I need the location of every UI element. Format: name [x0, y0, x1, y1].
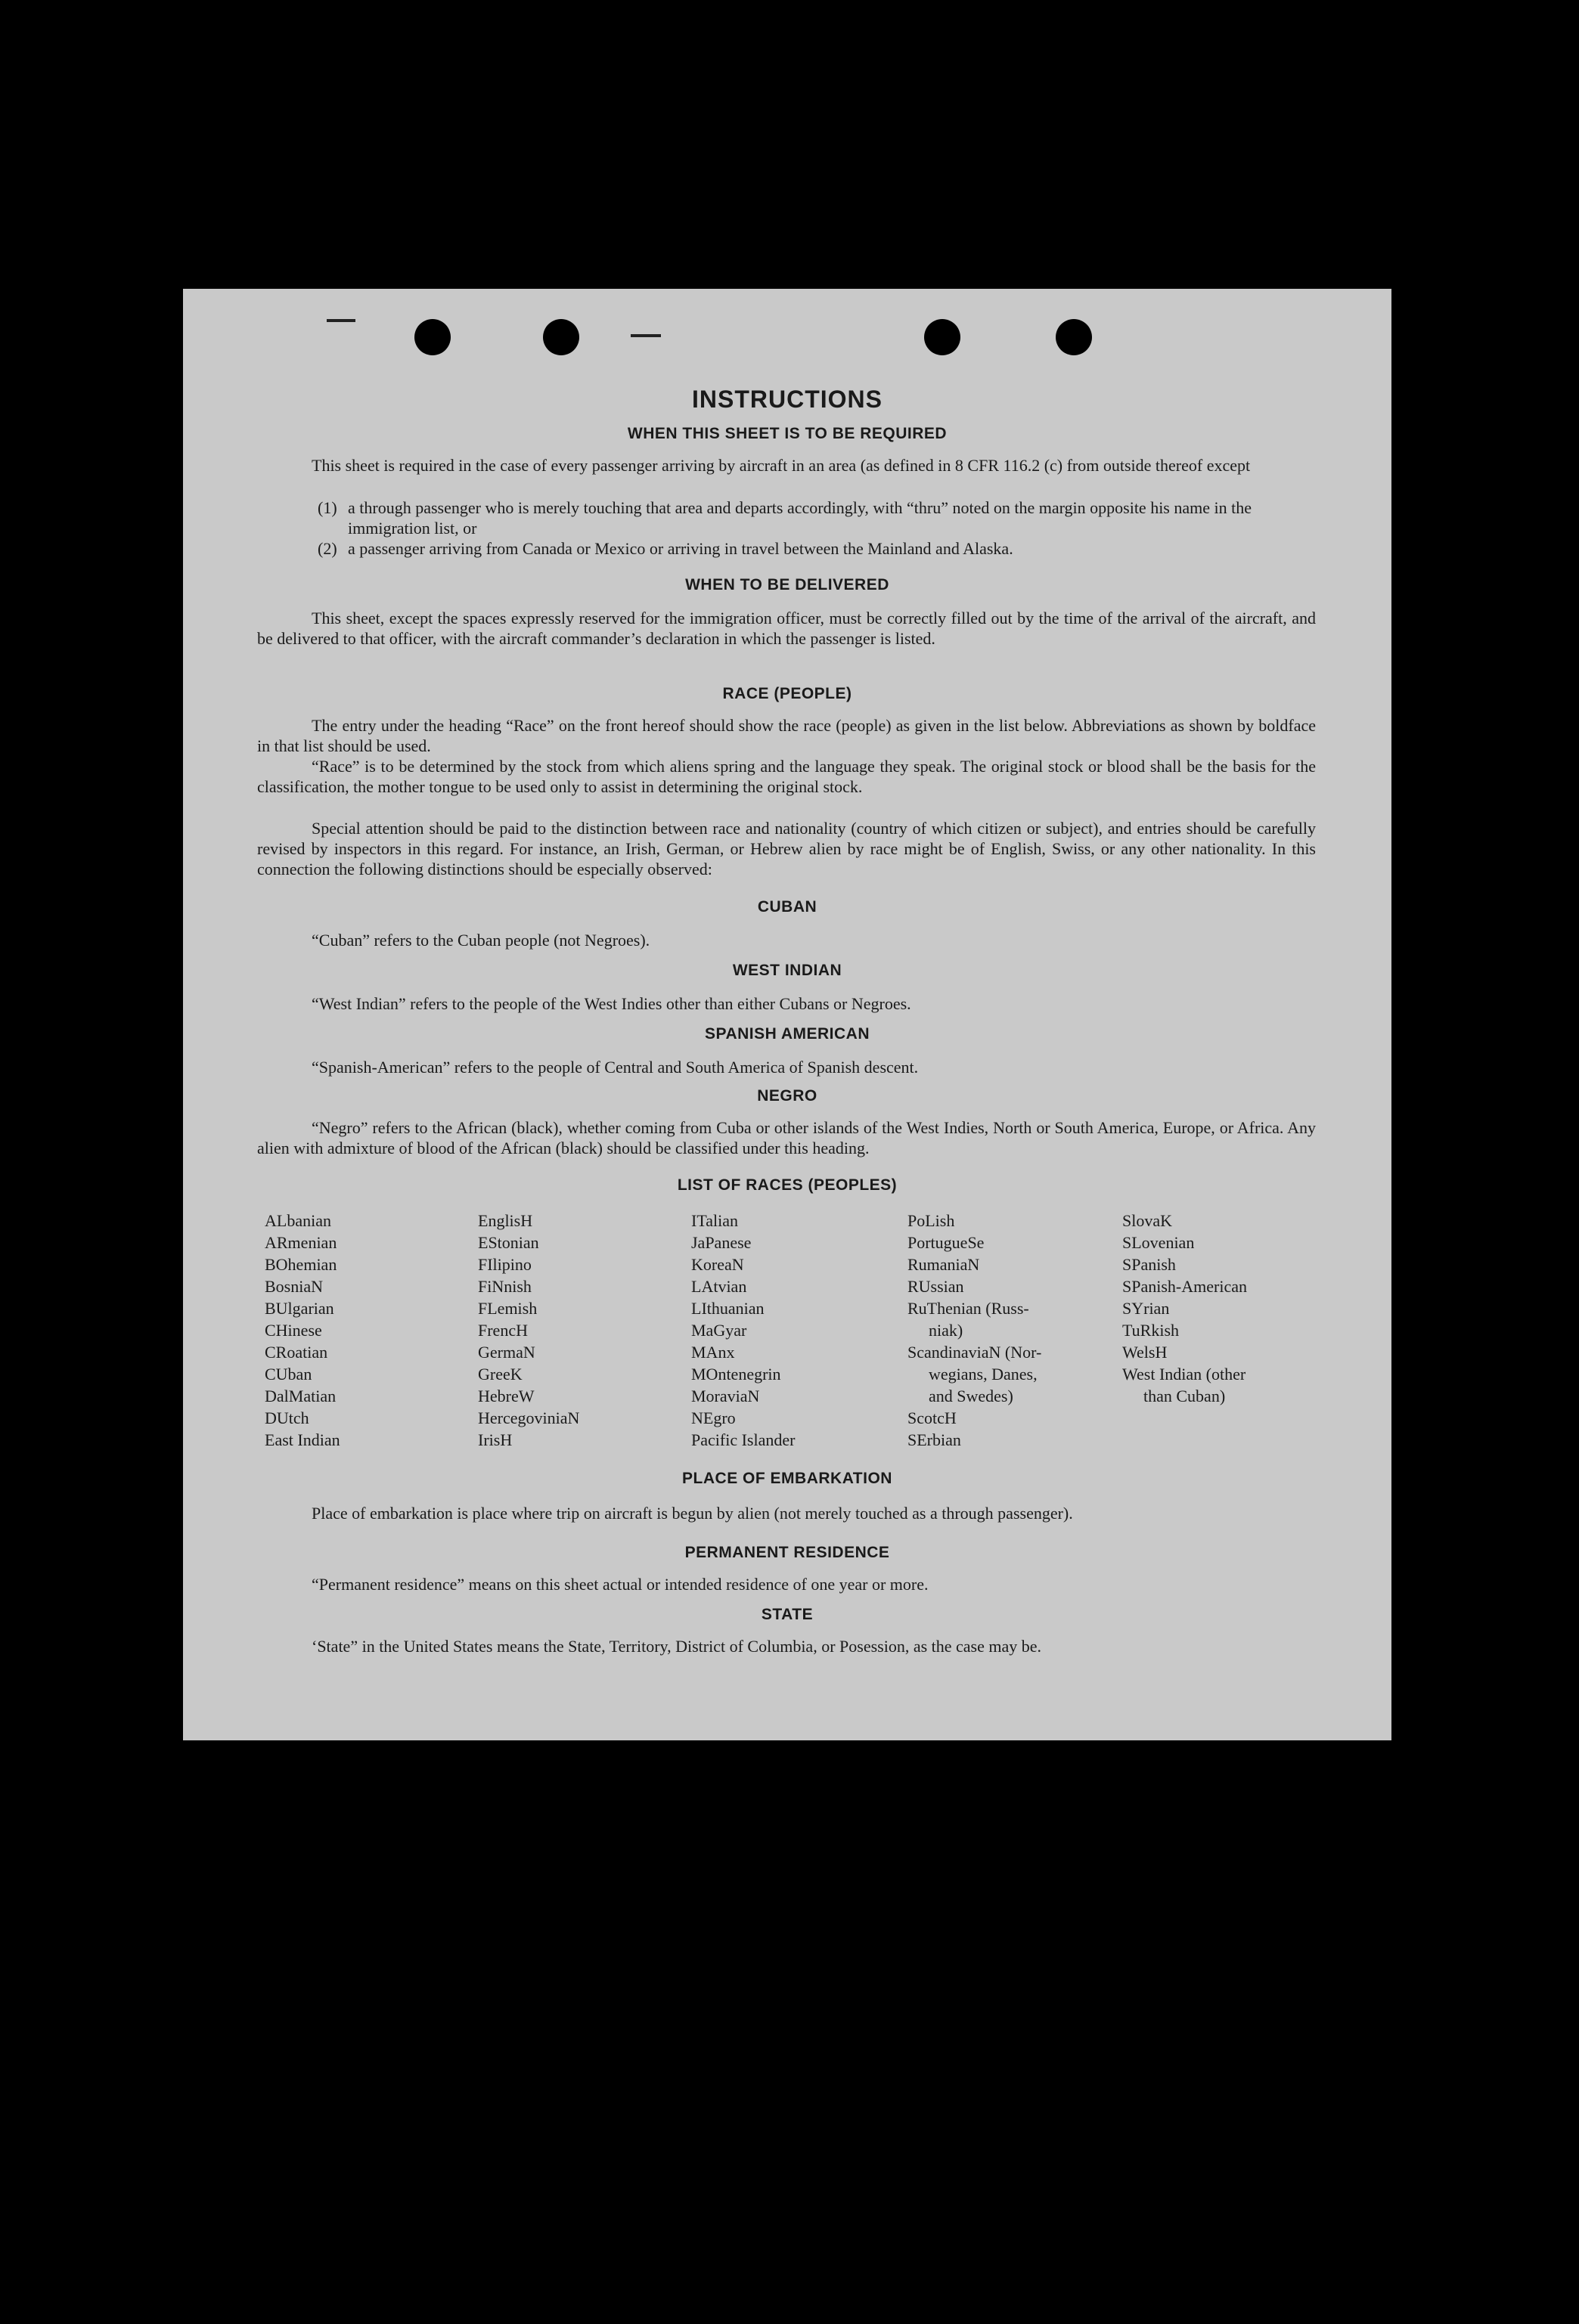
list-item: FrencH: [478, 1321, 528, 1340]
list-item: than Cuban): [1143, 1387, 1226, 1405]
list-item: PoLish: [907, 1211, 955, 1230]
heading-permanent-residence: PERMANENT RESIDENCE: [684, 1544, 890, 1561]
list-item: SErbian: [907, 1430, 961, 1449]
list-item: West Indian (other: [1122, 1365, 1246, 1384]
punch-hole-3: [924, 319, 960, 355]
paragraph-when-delivered: This sheet, except the spaces expressly reserved for the immigration officer, must be correctly filled out by the time of the arrival of the aircraft, and be delivered to that officer, with the aircraft commander’s declaration in which the passenger is listed.: [257, 609, 1316, 648]
list-item: BosniaN: [265, 1277, 323, 1296]
list-item: MAnx: [691, 1343, 735, 1362]
list-item: ITalian: [691, 1211, 738, 1230]
races-column-3: [691, 1210, 895, 1451]
instruction-sheet: [183, 289, 1391, 1740]
list-item: EnglisH: [478, 1211, 533, 1230]
list-item: GermaN: [478, 1343, 535, 1362]
races-column-5: [1122, 1210, 1326, 1407]
list-item: SlovaK: [1122, 1211, 1172, 1230]
paragraph-cuban: “Cuban” refers to the Cuban people (not Negroes).: [312, 931, 650, 950]
list-item: MoraviaN: [691, 1387, 760, 1405]
list-item: RuThenian (Russ-: [907, 1299, 1029, 1318]
list-item: LIthuanian: [691, 1299, 765, 1318]
scan-mark: [631, 334, 661, 337]
list-item: WelsH: [1122, 1343, 1168, 1362]
list-item: SYrian: [1122, 1299, 1170, 1318]
list-item: wegians, Danes,: [929, 1365, 1038, 1384]
list-item: SLovenian: [1122, 1233, 1195, 1252]
heading-negro: NEGRO: [757, 1087, 817, 1105]
heading-list-of-races: LIST OF RACES (PEOPLES): [677, 1176, 898, 1194]
heading-when-required: WHEN THIS SHEET IS TO BE REQUIRED: [627, 425, 948, 442]
scan-mark: [327, 319, 355, 322]
list-item: ALbanian: [265, 1211, 331, 1230]
paragraph-residence: “Permanent residence” means on this sheet actual or intended residence of one year or more.: [312, 1575, 929, 1594]
paragraph-state: ‘State” in the United States means the State, Territory, District of Columbia, or Posession, as the case may be.: [312, 1637, 1042, 1656]
list-item: RumaniaN: [907, 1255, 980, 1274]
page-title: INSTRUCTIONS: [692, 386, 883, 413]
list-item: NEgro: [691, 1408, 736, 1427]
list-item: JaPanese: [691, 1233, 752, 1252]
punch-hole-1: [414, 319, 451, 355]
list-item: HercegoviniaN: [478, 1408, 580, 1427]
paragraph-when-required: This sheet is required in the case of every passenger arriving by aircraft in an area (as defined in 8 CFR 116.2 (c) from outside thereof except: [312, 456, 1251, 475]
punch-hole-2: [543, 319, 579, 355]
punch-hole-4: [1056, 319, 1092, 355]
list-item: KoreaN: [691, 1255, 744, 1274]
list-item: SPanish-American: [1122, 1277, 1247, 1296]
list-item: CHinese: [265, 1321, 322, 1340]
list-item: BUlgarian: [265, 1299, 334, 1318]
paragraph-race-1: The entry under the heading “Race” on the front hereof should show the race (people) as given in the list below. Abbreviations as shown by boldface in that list should be used.: [257, 716, 1316, 755]
exception-item-2: (2) a passenger arriving from Canada or Mexico or arriving in travel between the Mainland and Alaska.: [318, 539, 1013, 558]
paragraph-race-3: Special attention should be paid to the distinction between race and nationality (country of which citizen or subject), and entries should be carefully revised by inspectors in this regard. For instance, an Irish, German, or Hebrew alien by race might be of English, Swiss, or any other nationality. In this connection the following distinctions should be especially observed:: [257, 819, 1316, 878]
list-item: and Swedes): [929, 1387, 1013, 1405]
list-item: BOhemian: [265, 1255, 337, 1274]
heading-when-delivered: WHEN TO BE DELIVERED: [685, 576, 889, 593]
heading-place-of-embarkation: PLACE OF EMBARKATION: [682, 1470, 892, 1487]
list-item: PortugueSe: [907, 1233, 985, 1252]
list-item: MaGyar: [691, 1321, 747, 1340]
list-item: LAtvian: [691, 1277, 747, 1296]
paragraph-negro: “Negro” refers to the African (black), whether coming from Cuba or other islands of the West Indies, North or South America, Europe, or Africa. Any alien with admixture of blood of the African (black) should be classified under this heading.: [257, 1118, 1316, 1157]
heading-spanish-american: SPANISH AMERICAN: [704, 1025, 870, 1043]
list-item: East Indian: [265, 1430, 340, 1449]
list-item: CUban: [265, 1365, 312, 1384]
paragraph-spanish-american: “Spanish-American” refers to the people of Central and South America of Spanish descent.: [312, 1058, 919, 1077]
list-item: HebreW: [478, 1387, 535, 1405]
list-item: DalMatian: [265, 1387, 337, 1405]
heading-west-indian: WEST INDIAN: [732, 962, 842, 979]
list-item: ScandinaviaN (Nor-: [907, 1343, 1042, 1362]
races-column-4: [907, 1210, 1112, 1451]
heading-state: STATE: [761, 1606, 814, 1623]
list-item: TuRkish: [1122, 1321, 1180, 1340]
list-item: FiNnish: [478, 1277, 532, 1296]
heading-cuban: CUBAN: [757, 898, 817, 916]
races-column-2: [478, 1210, 682, 1451]
list-item: ScotcH: [907, 1408, 957, 1427]
list-item: SPanish: [1122, 1255, 1176, 1274]
list-item: FIlipino: [478, 1255, 532, 1274]
list-item: Pacific Islander: [691, 1430, 796, 1449]
exception-item-1: (1) a through passenger who is merely touching that area and departs accordingly, with “thru” noted on the margin opposite his name in the immigration list, or: [318, 498, 1252, 538]
list-item: niak): [929, 1321, 963, 1340]
paragraph-race-2: “Race” is to be determined by the stock from which aliens spring and the language they speak. The original stock or blood shall be the basis for the classification, the mother tongue to be used only to assist in determining the original stock.: [257, 757, 1316, 796]
races-column-1: [265, 1210, 469, 1451]
paragraph-embarkation: Place of embarkation is place where trip on aircraft is begun by alien (not merely touched as a through passenger).: [312, 1504, 1073, 1523]
list-item: IrisH: [478, 1430, 513, 1449]
paragraph-west-indian: “West Indian” refers to the people of the West Indies other than either Cubans or Negroes.: [312, 994, 911, 1013]
list-item: DUtch: [265, 1408, 309, 1427]
heading-race: RACE (PEOPLE): [722, 685, 852, 702]
list-item: MOntenegrin: [691, 1365, 781, 1384]
list-item: RUssian: [907, 1277, 964, 1296]
list-item: ARmenian: [265, 1233, 337, 1252]
list-item: EStonian: [478, 1233, 539, 1252]
list-item: GreeK: [478, 1365, 523, 1384]
list-of-races: [265, 1210, 1323, 1459]
list-item: FLemish: [478, 1299, 538, 1318]
list-item: CRoatian: [265, 1343, 328, 1362]
